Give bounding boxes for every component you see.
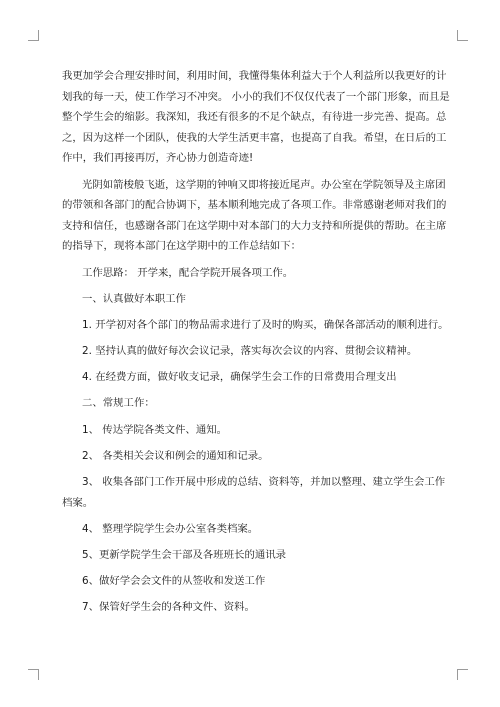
text-line: 一、认真做好本职工作 — [82, 292, 186, 305]
list-item — [62, 446, 450, 467]
paragraph-intro — [62, 175, 450, 257]
list-item — [62, 545, 450, 566]
crop-mark-bottom-right — [457, 669, 468, 680]
list-item — [62, 315, 450, 336]
text-line: 5、更新学院学生会干部及各班班长的通讯录 — [82, 549, 287, 561]
text-line: 光阴如箭梭般飞逝，这学期的钟响又即将接近尾声。办公室在学院领导及主席团 — [82, 178, 446, 191]
heading-section-2 — [62, 393, 450, 414]
text-line: 4、 整理学院学生会办公室各类档案。 — [82, 522, 259, 535]
list-item — [62, 420, 450, 441]
text-line: 支持和信任，也感谢各部门在这学期中对本部门的大力支持和所提供的帮助。在主席 — [62, 219, 447, 232]
text-line: 我更加学会合理安排时间，利用时间，我懂得集体利益大于个人利益所以我更好的计 — [62, 70, 447, 82]
text-line: 4. 在经费方面，做好收支记录，确保学生会工作的日常费用合理支出 — [82, 371, 397, 384]
heading-section-1 — [62, 289, 450, 310]
text-line: 2. 坚持认真的做好每次会议记录，落实每次会议的内容、贯彻会议精神。 — [82, 345, 418, 358]
text-line: 3、 收集各部门工作开展中形成的总结、资料等，并加以整理、建立学生会工作 — [82, 476, 446, 489]
list-item — [62, 472, 450, 513]
text-line: 工作思路： 开学来，配合学院开展各项工作。 — [82, 266, 294, 279]
text-line: 作中，我们再接再厉，齐心协力创造奇迹! — [62, 152, 254, 165]
text-line: 档案。 — [62, 496, 94, 509]
list-item — [62, 571, 450, 592]
list-item — [62, 597, 450, 618]
document-body — [62, 66, 450, 624]
crop-mark-top-left — [28, 30, 39, 41]
crop-mark-top-right — [457, 30, 468, 41]
list-item — [62, 341, 450, 362]
text-line: 1、 传达学院各类文件、通知。 — [82, 423, 227, 436]
crop-mark-bottom-left — [28, 669, 39, 680]
text-line: 的指导下，现将本部门在这学期中的工作总结如下： — [62, 240, 301, 253]
text-line: 1. 开学初对各个部门的物品需求进行了及时的购买，确保各部活动的顺利进行。 — [82, 318, 449, 331]
text-line: 6、做好学会会文件的从签收和发送工作 — [82, 575, 266, 588]
text-line: 2、 各类相关会议和例会的通知和记录。 — [82, 449, 269, 462]
list-item — [62, 367, 450, 388]
text-line: 划我的每一天，使工作学习不冲突。 小小的我们不仅仅代表了一个部门形象，而且是 — [62, 90, 450, 103]
paragraph-reflection — [62, 66, 450, 169]
text-line: 二、常规工作： — [82, 397, 155, 410]
text-line: 7、保管好学生会的各种文件、资料。 — [82, 601, 255, 614]
paragraph-work-approach — [62, 263, 450, 284]
text-line: 的带领和各部门的配合协调下，基本顺利地完成了各项工作。非常感谢老师对我们的 — [62, 199, 447, 212]
text-line: 整个学生会的缩影。我深知，我还有很多的不足个缺点，有待进一步完善、提高。总 — [62, 111, 447, 124]
text-line: 之，因为这样一个团队，使我的大学生活更丰富，也提高了自我。希望，在日后的工 — [62, 131, 447, 144]
list-item — [62, 519, 450, 540]
